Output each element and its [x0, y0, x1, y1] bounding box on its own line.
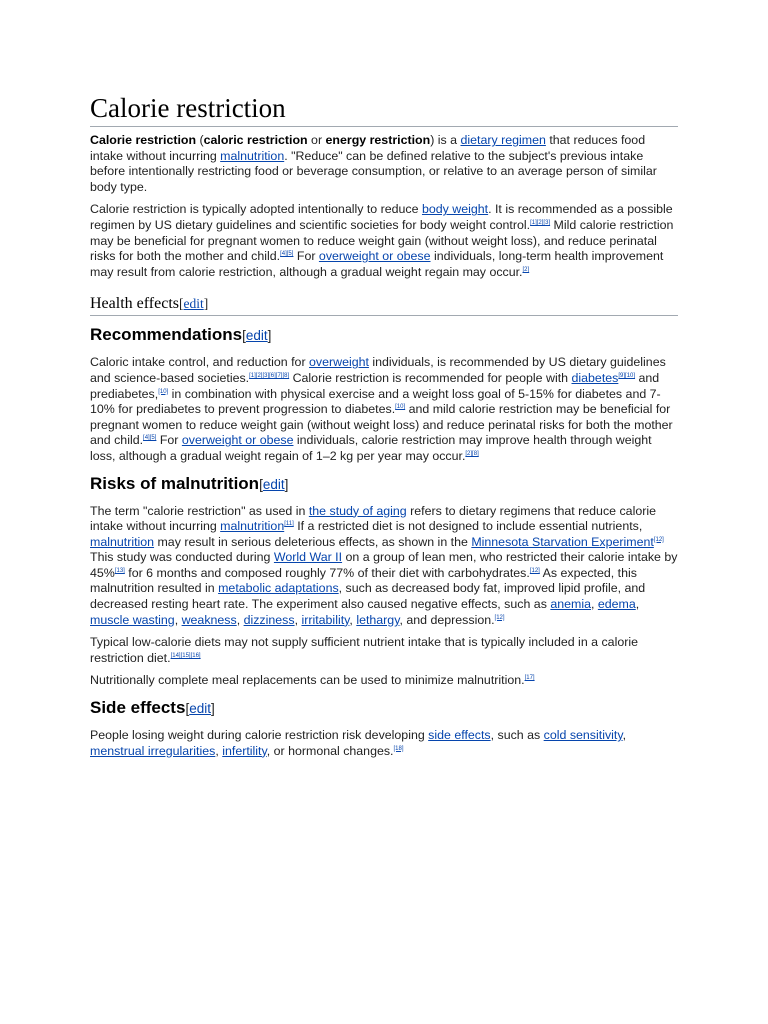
risks-paragraph-1: The term "calorie restriction" as used in the study of aging refers to dietary regimens that reduce calorie intake without incurring malnutrition[11] If a restricted diet is not designed to include essential nutrients, malnutrition may result in serious deleterious effects, as shown in the Minnesota Starvation Experiment[12] This study was conducted during World War II on a group of lean men, who restricted their calorie intake by 45%[13] for 6 months and composed roughly 77% of their diet with carbohydrates.[12] As expected, this malnutrition resulted in metabolic adaptations, such as decreased body fat, improved lipid profile, and decreased resting heart rate. The experiment also caused negative effects, such as anemia, edema, muscle wasting, weakness, dizziness, irritability, lethargy, and depression.[12]: [90, 503, 678, 627]
link-overweight[interactable]: overweight: [309, 355, 369, 370]
bold-term: Calorie restriction: [90, 133, 197, 147]
reference-link[interactable]: [12]: [529, 567, 540, 574]
link-malnutrition[interactable]: malnutrition: [220, 519, 285, 534]
link-side-effects[interactable]: side effects: [428, 728, 491, 743]
edit-link[interactable]: edit: [245, 328, 268, 344]
intro-paragraph: Calorie restriction is typically adopted intentionally to reduce body weight. It is recommended as a possible regimen by US dietary guidelines and scientific societies for body weight control.[1][2][3] Mild calorie restriction may be beneficial for pregnant women to reduce weight gain (without weight loss), and reduce perinatal risks for both the mother and child.[4][5] For overweight or obese individuals, long-term health improvement may result from calorie restriction, although a gradual weight regain may occur.[2]: [90, 202, 674, 279]
link-overweight-or-obese[interactable]: overweight or obese: [181, 433, 294, 448]
link-study-of-aging[interactable]: the study of aging: [308, 503, 407, 518]
reference-link[interactable]: [17]: [524, 675, 535, 682]
link-world-war-ii[interactable]: World War II: [273, 550, 343, 565]
reference-link[interactable]: [2]: [522, 266, 530, 273]
reference-link[interactable]: [12]: [494, 614, 505, 621]
reference-link[interactable]: [13]: [114, 567, 125, 574]
link-minnesota-starvation-experiment[interactable]: Minnesota Starvation Experiment: [471, 534, 654, 549]
reference-link[interactable]: [10]: [158, 388, 169, 395]
edit-link[interactable]: edit: [262, 476, 285, 492]
edit-link[interactable]: edit: [183, 296, 204, 312]
link-overweight-or-obese[interactable]: overweight or obese: [318, 249, 431, 264]
reference-link[interactable]: [1][2][3][6][7][8]: [249, 372, 290, 379]
risks-paragraph-2: Typical low-calorie diets may not supply sufficient nutrient intake that is typically included in a calorie restriction diet.[14][15][16]: [90, 635, 638, 665]
subsection-heading-side-effects: Side effects[edit]: [90, 698, 215, 718]
link-menstrual-irregularities[interactable]: menstrual irregularities: [90, 743, 216, 758]
link-anemia[interactable]: anemia: [550, 597, 591, 612]
link-metabolic-adaptations[interactable]: metabolic adaptations: [218, 581, 339, 596]
bold-term: energy restriction: [325, 133, 431, 147]
link-dizziness[interactable]: dizziness: [243, 612, 295, 627]
link-malnutrition[interactable]: malnutrition: [220, 148, 285, 163]
reference-link[interactable]: [4][5]: [143, 435, 157, 442]
recommendations-paragraph: Caloric intake control, and reduction for overweight individuals, is recommended by US dietary guidelines and science-based societies.[1][2][3][6][7][8] Calorie restriction is recommended for people with diabetes[9][10] and prediabetes,[10] in combination with physical exercise and a weight loss goal of 5-15% for diabetes and 7-10% for prediabetes to prevent progression to diabetes.[10] and mild calorie restriction may be beneficial for pregnant women to reduce weight gain (without weight loss) and reduce perinatal risks for both the mother and child.[4][5] For overweight or obese individuals, calorie restriction may improve health through weight loss, although a gradual weight regain of 1–2 kg per year may occur.[2][8]: [90, 355, 673, 463]
subsection-heading-recommendations: Recommendations[edit]: [90, 325, 272, 345]
article: [90, 92, 678, 766]
reference-link[interactable]: [14][15][16]: [170, 652, 201, 659]
section-heading-health-effects: Health effects[edit]: [90, 294, 678, 316]
reference-link[interactable]: [11]: [284, 521, 294, 528]
link-weakness[interactable]: weakness: [181, 612, 237, 627]
link-cold-sensitivity[interactable]: cold sensitivity: [543, 728, 623, 743]
bold-term: caloric restriction: [203, 133, 308, 147]
side-effects-paragraph: People losing weight during calorie restriction risk developing side effects, such as cold sensitivity, menstrual irregularities, infertility, or hormonal changes.[18]: [90, 728, 627, 758]
risks-paragraph-3: Nutritionally complete meal replacements can be used to minimize malnutrition.[17]: [90, 673, 535, 688]
link-lethargy[interactable]: lethargy: [356, 612, 400, 627]
link-irritability[interactable]: irritability: [301, 612, 350, 627]
reference-link[interactable]: [10]: [395, 404, 406, 411]
reference-link[interactable]: [1][2][3]: [530, 219, 551, 226]
page-title: Calorie restriction: [90, 92, 678, 127]
link-diabetes[interactable]: diabetes: [571, 370, 619, 385]
link-body-weight[interactable]: body weight: [421, 202, 489, 217]
reference-link[interactable]: [9][10]: [618, 372, 636, 379]
link-muscle-wasting[interactable]: muscle wasting: [90, 612, 175, 627]
reference-link[interactable]: [2][8]: [465, 450, 479, 457]
link-edema[interactable]: edema: [597, 597, 636, 612]
reference-link[interactable]: [12]: [653, 536, 664, 543]
edit-link[interactable]: edit: [189, 701, 211, 717]
reference-link[interactable]: [4][5]: [280, 251, 294, 258]
link-malnutrition[interactable]: malnutrition: [90, 534, 155, 549]
lead-paragraph: Calorie restriction (caloric restriction or energy restriction) is a dietary regimen that reduces food intake without incurring malnutrition. "Reduce" can be defined relative to the subject's previous intake before intentionally restricting food or beverage consumption, or relative to an average person of similar body type.: [90, 133, 657, 194]
link-dietary-regimen[interactable]: dietary regimen: [460, 133, 546, 147]
subsection-heading-risks: Risks of malnutrition[edit]: [90, 473, 289, 493]
reference-link[interactable]: [18]: [393, 745, 404, 752]
link-infertility[interactable]: infertility: [222, 743, 267, 758]
